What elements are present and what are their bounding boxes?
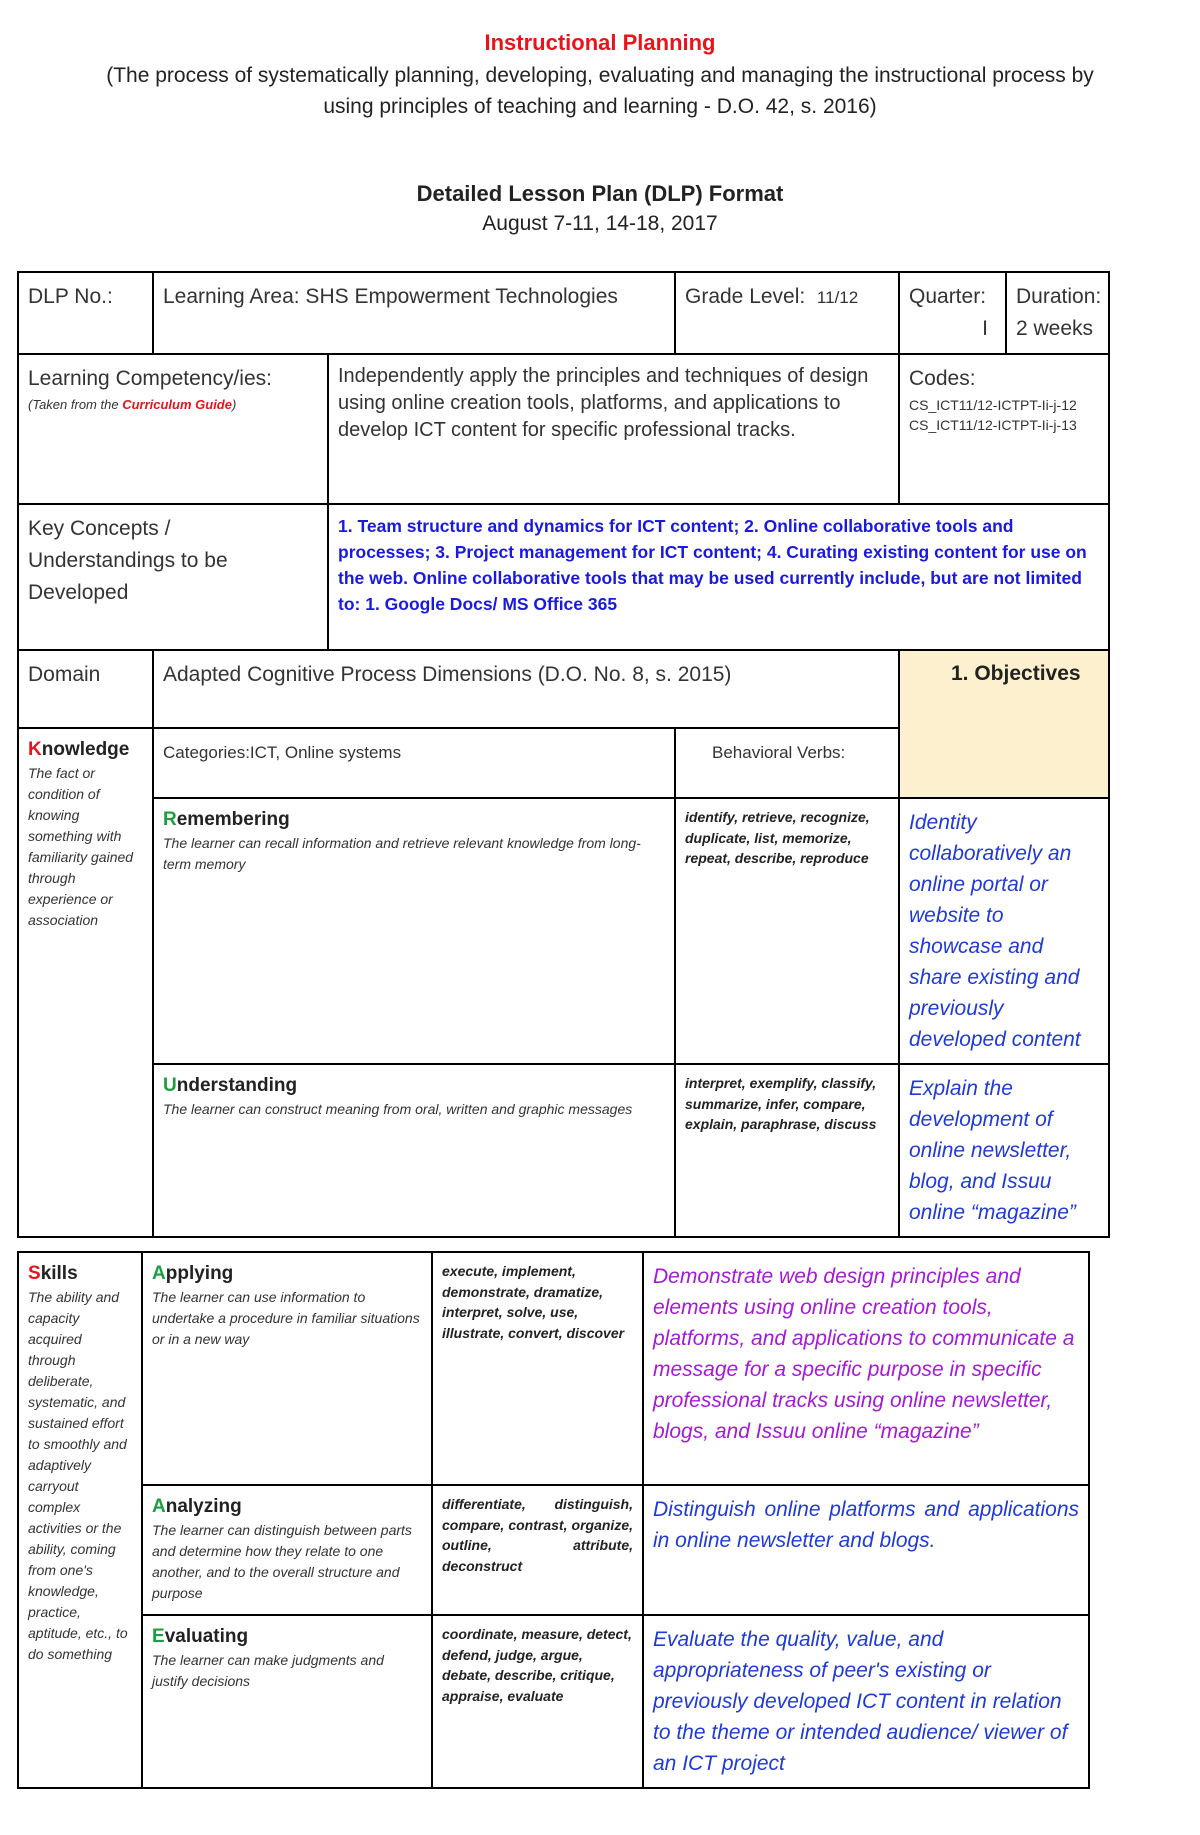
- grade-level-value: 11/12: [816, 288, 859, 307]
- learning-area-cell: Learning Area: SHS Empowerment Technologies: [153, 272, 675, 354]
- lesson-plan-table-2: [17, 1251, 1090, 1789]
- evaluating-objective-cell: Evaluate the quality, value, and appropriateness of peer's existing or previously developed ICT content in relation to the theme or intended audience/ viewer of an ICT project: [643, 1615, 1089, 1788]
- skills-desc: The ability and capacity acquired through deliberate, systematic, and sustained effort to smoothly and adaptively carryout complex activities or the ability, coming from one's knowledge, practice, aptitude, etc., to do something: [28, 1289, 128, 1662]
- code-1: CS_ICT11/12-ICTPT-Ii-j-12: [909, 397, 1077, 413]
- evaluating-cell: Evaluating The learner can make judgments and justify decisions: [142, 1615, 432, 1788]
- key-concepts-row: [18, 504, 1109, 650]
- understanding-verbs-cell: interpret, exemplify, classify, summarize, infer, compare, explain, paraphrase, discuss: [675, 1064, 899, 1237]
- adapted-dimensions-cell: Adapted Cognitive Process Dimensions (D.O. No. 8, s. 2015): [153, 650, 899, 728]
- dlp-no-cell: DLP No.:: [18, 272, 153, 354]
- understanding-cell: Understanding The learner can construct meaning from oral, written and graphic messages: [153, 1064, 675, 1237]
- quarter-cell: Quarter: I: [899, 272, 1006, 354]
- key-concepts-text-cell: 1. Team structure and dynamics for ICT content; 2. Online collaborative tools and processes; 3. Project management for ICT content; 4. Curating existing content for use on the web. Online collaborative tools that may be used currently include, but are not limited to: 1. Google Docs/ MS Office 365: [328, 504, 1109, 650]
- applying-verbs-cell: execute, implement, demonstrate, dramatize, interpret, solve, use, illustrate, convert, discover: [432, 1252, 643, 1485]
- remembering-cell: Remembering The learner can recall information and retrieve relevant knowledge from long-term memory: [153, 798, 675, 1064]
- key-concepts-label-cell: Key Concepts / Understandings to be Developed: [18, 504, 328, 650]
- grade-level-cell: Grade Level: 11/12: [675, 272, 899, 354]
- evaluating-row: [18, 1615, 1089, 1788]
- competency-row: [18, 354, 1109, 504]
- evaluating-verbs-cell: coordinate, measure, detect, defend, judge, argue, debate, describe, critique, appraise, evaluate: [432, 1615, 643, 1788]
- applying-row: [18, 1252, 1089, 1485]
- objectives-header-cell: [899, 650, 1109, 798]
- categories-cell: Categories:ICT, Online systems: [153, 728, 675, 798]
- dlp-date: August 7-11, 14-18, 2017: [482, 212, 718, 235]
- lesson-plan-table-1: [17, 271, 1110, 1238]
- analyzing-row: [18, 1485, 1089, 1615]
- knowledge-desc: The fact or condition of knowing something with familiarity gained through experience or association: [28, 765, 134, 928]
- page-subtitle: (The process of systematically planning, developing, evaluating and managing the instructional process by using principles of teaching and learning - D.O. 42, s. 2016): [106, 64, 1094, 118]
- code-2: CS_ICT11/12-ICTPT-Ii-j-13: [909, 417, 1077, 433]
- domain-label-cell: Domain: [18, 650, 153, 728]
- competency-text-cell: Independently apply the principles and techniques of design using online creation tools, platforms, and applications to develop ICT content for specific professional tracks.: [328, 354, 899, 504]
- page-title: Instructional Planning: [484, 30, 716, 55]
- analyzing-cell: Analyzing The learner can distinguish between parts and determine how they relate to one another, and to the overall structure and purpose: [142, 1485, 432, 1615]
- understanding-objective-cell: Explain the development of online newsletter, blog, and Issuu online “magazine”: [899, 1064, 1109, 1237]
- skills-domain-cell: Skills The ability and capacity acquired through deliberate, systematic, and sustained effort to smoothly and adaptively carryout complex activities or the ability, coming from one's knowledge, practice, aptitude, etc., to do something: [18, 1252, 142, 1788]
- objectives-heading: 1. Objectives: [951, 662, 1081, 685]
- info-row: [18, 272, 1109, 354]
- remembering-verbs-cell: identify, retrieve, recognize, duplicate, list, memorize, repeat, describe, reproduce: [675, 798, 899, 1064]
- duration-cell: Duration: 2 weeks: [1006, 272, 1109, 354]
- analyzing-objective-cell: Distinguish online platforms and applications in online newsletter and blogs.: [643, 1485, 1089, 1615]
- codes-cell: Codes: CS_ICT11/12-ICTPT-Ii-j-12 CS_ICT11/12-ICTPT-Ii-j-13: [899, 354, 1109, 504]
- domain-header-row: [18, 650, 1109, 728]
- remembering-row: [18, 798, 1109, 1064]
- quarter-value: I: [982, 317, 988, 340]
- competency-label-cell: Learning Competency/ies: (Taken from the Curriculum Guide): [18, 354, 328, 504]
- duration-value: 2 weeks: [1016, 317, 1094, 340]
- understanding-row: [18, 1064, 1109, 1237]
- dlp-format-title: Detailed Lesson Plan (DLP) Format: [416, 181, 784, 206]
- curriculum-guide-link: Curriculum Guide: [122, 397, 232, 412]
- behavioral-verbs-header-cell: Behavioral Verbs:: [675, 728, 899, 798]
- applying-cell: Applying The learner can use information to undertake a procedure in familiar situations or in a new way: [142, 1252, 432, 1485]
- remembering-objective-cell: Identity collaboratively an online portal or website to showcase and share existing and previously developed content: [899, 798, 1109, 1064]
- analyzing-verbs-cell: differentiate, distinguish, compare, contrast, organize, outline, attribute, deconstruct: [432, 1485, 643, 1615]
- applying-objective-cell: Demonstrate web design principles and elements using online creation tools, platforms, and applications to communicate a message for a specific purpose in specific professional tracks using online newsletter, blogs, and Issuu online “magazine”: [643, 1252, 1089, 1485]
- knowledge-domain-cell: Knowledge The fact or condition of knowing something with familiarity gained through experience or association: [18, 728, 153, 1237]
